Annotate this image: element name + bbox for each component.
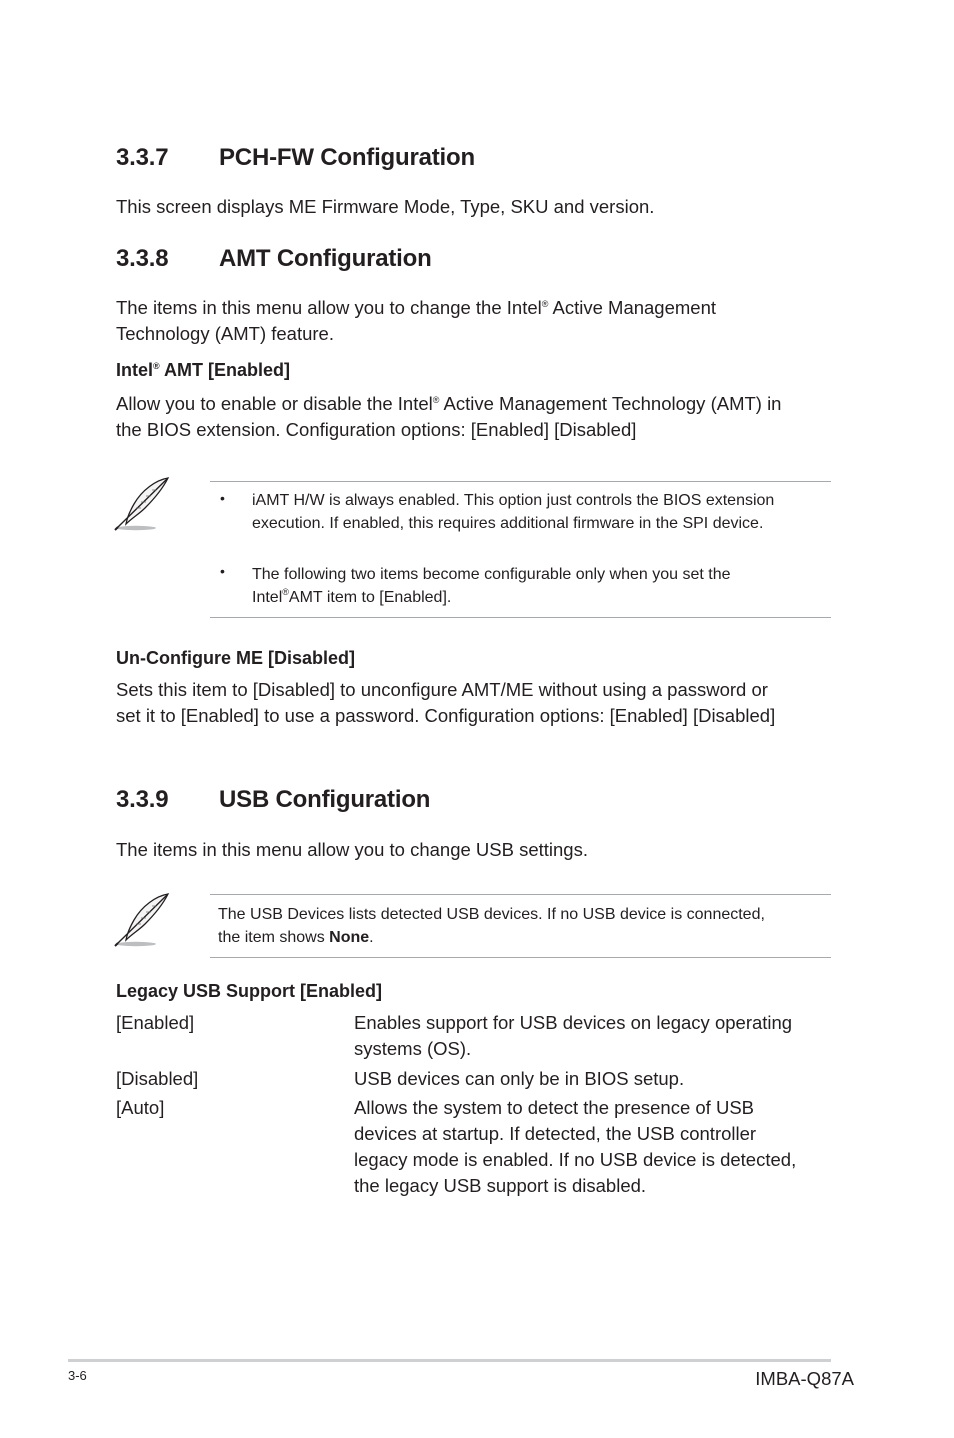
- intel-amt-item-description: Allow you to enable or disable the Intel® Active Management Technology (AMT) in the BIOS extension. Configuration options: [Enabled] [Disabled]: [116, 393, 782, 440]
- option-auto-description: Allows the system to detect the presence of USB devices at startup. If detected, the USB controller legacy mode is enabled. If no USB device is detected, the legacy USB support is disabled.: [354, 1097, 797, 1196]
- section-heading-3-3-7: [116, 144, 716, 174]
- note-top-rule: [210, 481, 831, 482]
- intel-amt-item-heading: Intel® AMT [Enabled]: [116, 360, 290, 380]
- pch-fw-description: This screen displays ME Firmware Mode, Type, SKU and version.: [116, 196, 655, 217]
- product-model: IMBA-Q87A: [755, 1368, 854, 1389]
- note-bottom-rule: [210, 617, 831, 618]
- section-title: AMT Configuration: [219, 245, 432, 272]
- amt-intro: The items in this menu allow you to change the Intel® Active Management Technology (AMT) feature.: [116, 297, 717, 344]
- note-bottom-rule: [210, 957, 831, 958]
- note-configurable-items: The following two items become configurable only when you set the Intel®AMT item to [Enabled].: [252, 566, 731, 606]
- usb-intro: The items in this menu allow you to change USB settings.: [116, 839, 588, 860]
- section-number: 3.3.8: [116, 245, 169, 272]
- legacy-usb-heading: Legacy USB Support [Enabled]: [116, 981, 383, 1001]
- option-disabled-label: [Disabled]: [116, 1068, 199, 1089]
- section-title: PCH-FW Configuration: [219, 144, 475, 171]
- note-usb-devices: The USB Devices lists detected USB devices. If no USB device is connected, the item shows None.: [218, 906, 765, 946]
- section-title: USB Configuration: [219, 786, 431, 813]
- option-auto-label: [Auto]: [116, 1097, 165, 1118]
- note-top-rule: [210, 894, 831, 895]
- option-enabled-label: [Enabled]: [116, 1012, 195, 1033]
- section-heading-3-3-9: [116, 786, 716, 816]
- note-iamt-hw: iAMT H/W is always enabled. This option just controls the BIOS extension execution. If enabled, this requires additional firmware in the SPI device.: [252, 492, 775, 532]
- section-number: 3.3.9: [116, 786, 169, 813]
- unconfigure-me-heading: Un-Configure ME [Disabled]: [116, 648, 355, 668]
- feather-pen-note-icon: [112, 474, 172, 534]
- page-number: 3-6: [68, 1368, 87, 1383]
- section-number: 3.3.7: [116, 144, 169, 171]
- option-disabled-description: USB devices can only be in BIOS setup.: [354, 1068, 685, 1089]
- footer-rule: [68, 1359, 831, 1362]
- feather-pen-note-icon: [112, 890, 172, 950]
- bullet: •: [220, 490, 225, 506]
- section-heading-3-3-8: [116, 245, 716, 275]
- unconfigure-me-description: Sets this item to [Disabled] to unconfigure AMT/ME without using a password or set it to [Enabled] to use a password. Configuration options: [Enabled] [Disabled]: [116, 679, 776, 726]
- bullet: •: [220, 563, 225, 579]
- option-enabled-description: Enables support for USB devices on legacy operating systems (OS).: [354, 1012, 793, 1059]
